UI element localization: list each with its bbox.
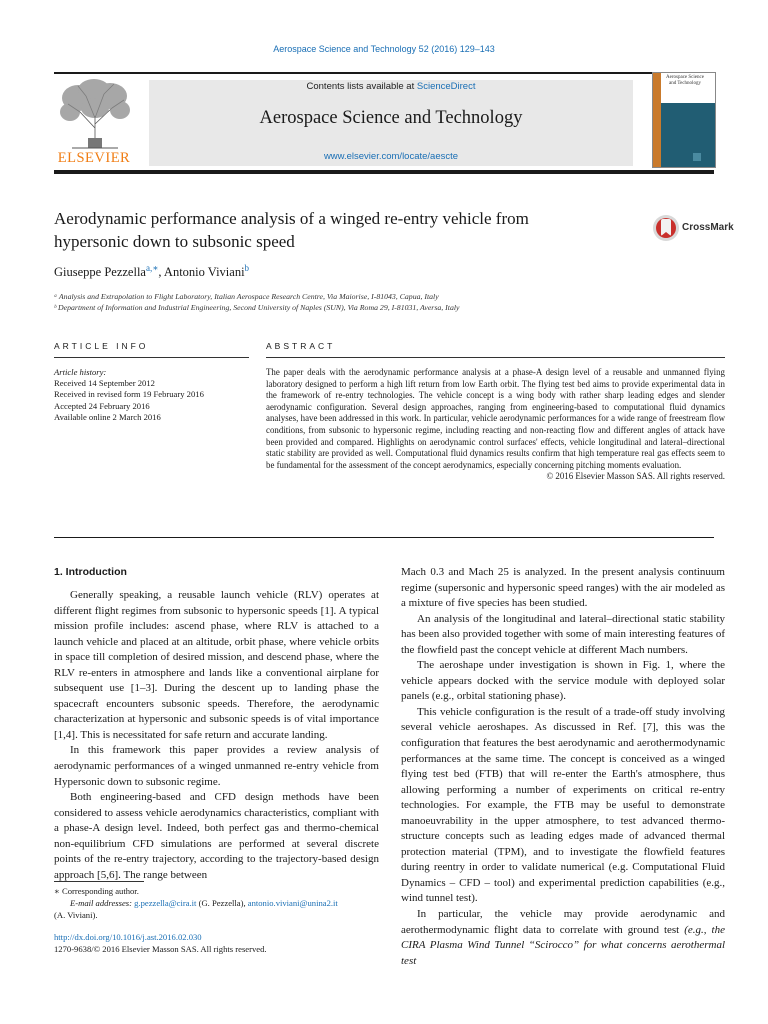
- section-heading-introduction: 1. Introduction: [54, 566, 127, 578]
- history-accepted: Accepted 24 February 2016: [54, 400, 150, 411]
- article-info-rule: [54, 357, 249, 358]
- intro-paragraph-4: Mach 0.3 and Mach 25 is analyzed. In the present analysis continuum regime (supersonic and hypersonic speed ranges) with the air modeled as a mixture of five species has been studied.: [401, 566, 725, 610]
- article-info-heading: ARTICLE INFO: [54, 341, 149, 351]
- cover-stripe: [653, 73, 661, 167]
- affiliation-a: ᵃ Analysis and Extrapolation to Flight Laboratory, Italian Aerospace Research Centre, Via Maiorise, I-81043, Capua, Italy: [54, 292, 439, 301]
- email-owner: (G. Pezzella),: [196, 898, 248, 908]
- author-affiliation-link[interactable]: b: [244, 263, 250, 273]
- left-column: [54, 588, 379, 883]
- right-column: [401, 565, 725, 969]
- intro-paragraph-8: [401, 907, 725, 969]
- crossmark-label: CrossMark: [682, 222, 734, 233]
- history-online: Available online 2 March 2016: [54, 411, 161, 422]
- affiliation-b: ᵇ Department of Information and Industrial Engineering, Second University of Naples (SUN), Via Roma 29, I-81031, Aversa, Italy: [54, 303, 460, 312]
- intro-paragraph-1: Generally speaking, a reusable launch vehicle (RLV) operates at different flight regimes from subsonic to hypersonic speeds [1]. A typical mission profile includes: ascend phase, where RLV is attached to a launch vehicle and placed at an altitude, orbit phase, where vehicle orbits in space till completion of desired mission, and descend phase, where the RLV re-enters in atmosphere and lands like a conventional airplane for subsequent use [1–3]. During the descent up to landing phase the spacecraft encounters subsonic speeds. Therefore, the aerodynamic characterization at hypersonic and subsonic speeds is of vital importance [1,4]. This is necessitated for safe return and accurate landing.: [54, 589, 379, 741]
- elsevier-tree-icon: [58, 78, 132, 150]
- journal-url-link[interactable]: www.elsevier.com/locate/aescte: [323, 151, 459, 162]
- intro-paragraph-7: This vehicle configuration is the result of a trade-off study involving several vehicle aeroshapes. As discussed in Ref. [7], this was the configuration that features the best aerodynamic and aerothermodynamic performances at the same time. The concept is conceived as a winged flying test bed (FTB) that will re-enter the Earth's atmosphere, thus allowing performing a number of experiments on critical re-entry technologies. For example, the FTB may be useful to demonstrate manoeuvrability in the upper atmosphere, to test advanced thermo-structure concepts such as leading edges made of advanced thermal protection material (TPM), and to investigate the flowfield features during reentry in order to validate numerical (e.g. Computational Fluid Dynamics – CFD – tool) and experimental prediction capabilities (e.g., wind tunnel test).: [401, 705, 725, 905]
- author-list: [54, 263, 249, 280]
- top-rule: [54, 72, 714, 74]
- doi-link[interactable]: http://dx.doi.org/10.1016/j.ast.2016.02.030: [54, 932, 202, 942]
- crossmark-icon: [652, 213, 680, 243]
- body-top-rule: [54, 537, 714, 538]
- article-history: [54, 367, 249, 423]
- intro-paragraph-2: In this framework this paper provides a review analysis of aerodynamic performances of a winged unmanned re-entry vehicle from Hypersonic down to subsonic regime.: [54, 744, 379, 788]
- intro-paragraph-8-start: In particular, the vehicle may provide aerodynamic and aerothermodynamic flight data to correlate with ground test: [401, 908, 725, 936]
- author-separator: ,: [158, 265, 164, 280]
- footnote-rule: [54, 881, 144, 882]
- crossmark-button[interactable]: [652, 213, 742, 243]
- article-title: [54, 208, 634, 253]
- corresponding-author-note: ∗ Corresponding author.: [54, 886, 139, 896]
- email-label: E-mail addresses:: [70, 898, 135, 908]
- journal-title: Aerospace Science and Technology: [259, 108, 523, 128]
- journal-reference-link[interactable]: Aerospace Science and Technology 52 (2016) 129–143: [273, 44, 495, 54]
- email-link[interactable]: g.pezzella@cira.it: [134, 898, 197, 908]
- abstract-copyright: © 2016 Elsevier Masson SAS. All rights reserved.: [546, 471, 725, 482]
- intro-paragraph-6: The aeroshape under investigation is shown in Fig. 1, where the vehicle appears docked with the service module with deployed solar panels (e.g., orbital stationing phase).: [401, 659, 725, 703]
- abstract-body: [266, 367, 725, 483]
- journal-cover-image: [652, 72, 716, 168]
- issn-line: 1270-9638/© 2016 Elsevier Masson SAS. All rights reserved.: [54, 944, 267, 954]
- abstract-heading: ABSTRACT: [266, 341, 336, 351]
- header-thick-rule: [54, 170, 714, 174]
- intro-paragraph-5: An analysis of the longitudinal and lateral–directional static stability has been also provided together with some of main interesting features of the flowfield past the concept vehicle at different Mach numbers.: [401, 612, 725, 656]
- email-link[interactable]: antonio.viviani@unina2.it: [247, 898, 338, 908]
- article-title-line2: hypersonic down to subsonic speed: [54, 231, 295, 251]
- abstract-text: The paper deals with the aerodynamic performance analysis at a phase-A design level of a reusable and unmanned flying laboratory designed to perform a high lift return from low Earth orbit. The flying test bed aims to provide experimental data in the framework of re-entry technologies. The vehicle concept is a wing body with rather sharp leading edges and slender aerodynamic configuration. Several design approaches, ranging from engineering-based to computational fluid dynamics analyses, have been addressed in this work. In particular, vehicle aerodynamic performances for a wide range of freestream flow conditions, from subsonic to hypersonic regime, including reacting and non-reacting flow and different angles of attack have been provided and compared. Highlights on aerodynamic control surfaces' effects, vehicle longitudinal and lateral–directional static stability are provided as well. Computational fluid dynamics results confirm that high temperature real gas effects seem to be fundamental for the assessment of the concept aerodynamics, especially concerning pitching moments evaluation.: [266, 367, 725, 470]
- contents-line: [149, 81, 633, 92]
- author-affiliation-link[interactable]: a,∗: [145, 263, 159, 273]
- email-owner-2: (A. Viviani).: [54, 910, 98, 920]
- author-name: Giuseppe Pezzella: [54, 265, 146, 280]
- elsevier-logo: ELSEVIER: [57, 150, 131, 166]
- author-name: Antonio Viviani: [163, 265, 245, 280]
- email-note: [54, 898, 390, 910]
- article-title-line1: Aerodynamic performance analysis of a winged re-entry vehicle from: [54, 209, 529, 228]
- contents-prefix: Contents lists available at: [306, 81, 417, 92]
- intro-paragraph-3: Both engineering-based and CFD design methods have been considered to assess vehicle aerodynamics characteristics, compliant with a phase-A design level. Indeed, both perfect gas and thermo-chemical non-equilibrium CFD simulations are performed at several discrete points of the re-entry trajectory, according to the trajectory-based design approach [5,6]. The range between: [54, 791, 379, 881]
- history-label: Article history:: [54, 367, 107, 377]
- cover-title: Aerospace Science and Technology: [666, 75, 704, 86]
- sciencedirect-link[interactable]: ScienceDirect: [416, 81, 476, 92]
- history-received: Received 14 September 2012: [54, 378, 155, 389]
- intro-paragraph-8-italic: (e.g., the CIRA Plasma Wind Tunnel “Scirocco” for what concerns aerothermal test: [401, 923, 725, 967]
- history-revised: Received in revised form 19 February 2016: [54, 389, 204, 400]
- abstract-rule: [266, 357, 725, 358]
- cover-logo-icon: [693, 153, 701, 161]
- cover-body: [653, 103, 715, 167]
